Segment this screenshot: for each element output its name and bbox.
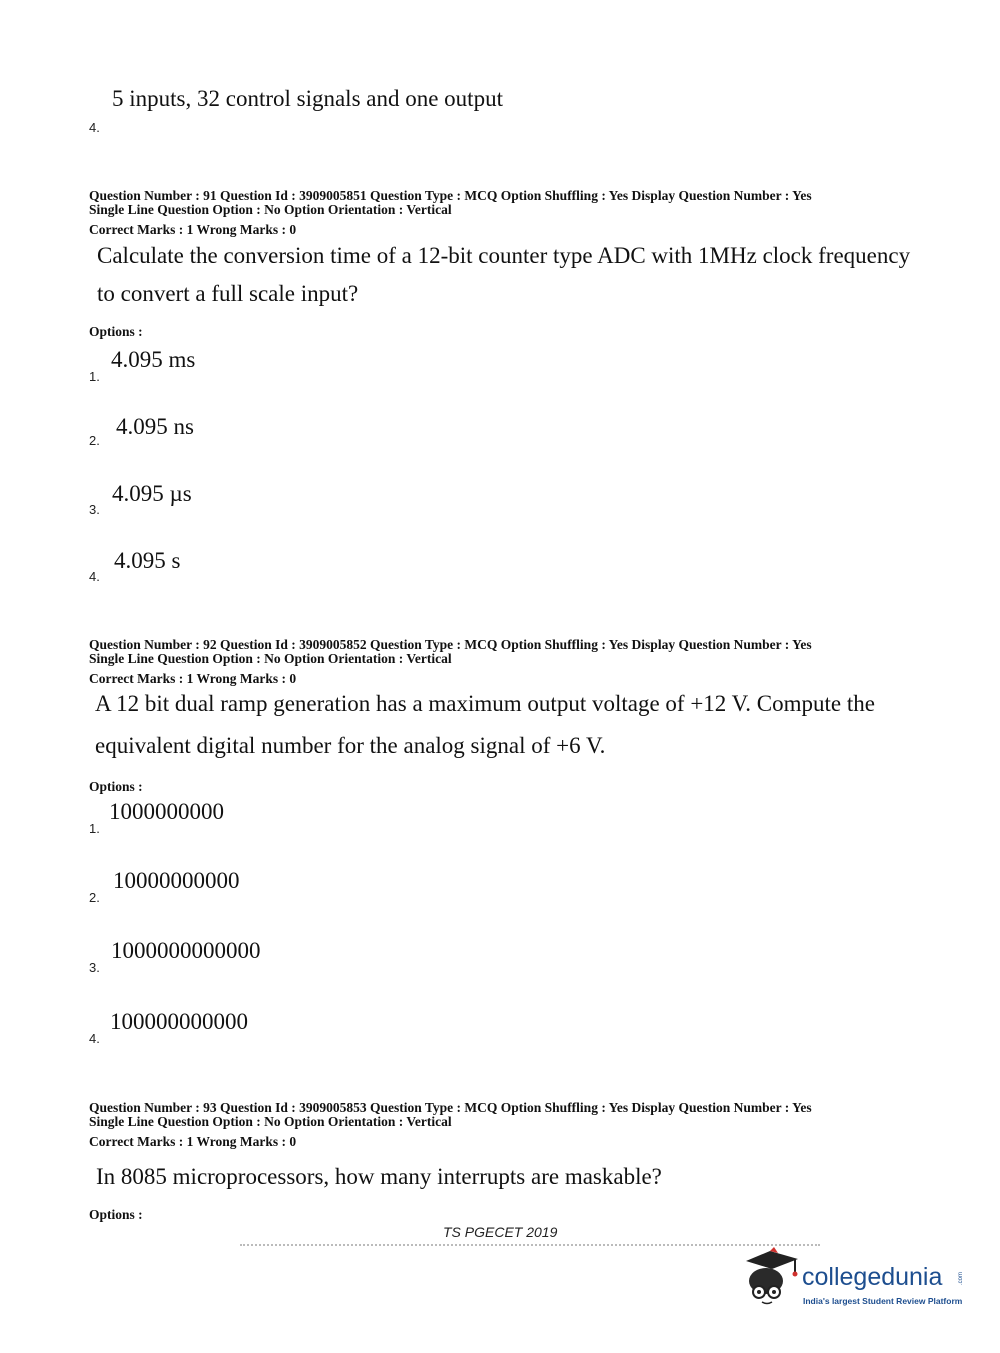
q93-text-line1: In 8085 microprocessors, how many interrupts are maskable? (96, 1164, 662, 1189)
q92-option-1-text: 1000000000 (109, 799, 224, 824)
q92-option-3-number: 3. (89, 960, 100, 975)
q93-meta-line1: Question Number : 93 Question Id : 3909005853 Question Type : MCQ Option Shuffling : Yes Display Question Number : Yes (89, 1100, 812, 1115)
footer-exam-name: TS PGECET 2019 (443, 1224, 558, 1240)
q91-option-1-number: 1. (89, 369, 100, 384)
q92-marks: Correct Marks : 1 Wrong Marks : 0 (89, 671, 297, 686)
q91-option-2-text: 4.095 ns (116, 414, 194, 439)
q92-option-1-number: 1. (89, 821, 100, 836)
q91-option-3-text: 4.095 µs (112, 481, 192, 506)
q91-option-4-number: 4. (89, 569, 100, 584)
q92-meta-line1: Question Number : 92 Question Id : 3909005852 Question Type : MCQ Option Shuffling : Yes Display Question Number : Yes (89, 637, 812, 652)
q91-option-4-text: 4.095 s (114, 548, 181, 573)
q93-options-label: Options : (89, 1207, 143, 1222)
q92-text-line1: A 12 bit dual ramp generation has a maximum output voltage of +12 V. Compute the (95, 691, 875, 716)
q91-meta-line1: Question Number : 91 Question Id : 3909005851 Question Type : MCQ Option Shuffling : Yes Display Question Number : Yes (89, 188, 812, 203)
q92-option-4-number: 4. (89, 1031, 100, 1046)
q92-options-label: Options : (89, 779, 143, 794)
collegedunia-tagline: India's largest Student Review Platform (803, 1296, 963, 1306)
footer-dotted-rule (240, 1244, 820, 1246)
q93-marks: Correct Marks : 1 Wrong Marks : 0 (89, 1134, 297, 1149)
prev-option-number: 4. (89, 120, 100, 135)
q92-meta-line2: Single Line Question Option : No Option Orientation : Vertical (89, 651, 452, 666)
collegedunia-suffix: .com (958, 1271, 964, 1285)
q92-text-line2: equivalent digital number for the analog signal of +6 V. (95, 733, 606, 758)
q91-option-3-number: 3. (89, 502, 100, 517)
q92-option-2-text: 10000000000 (113, 868, 240, 893)
collegedunia-mascot-icon (740, 1247, 804, 1307)
collegedunia-brand: collegedunia (802, 1263, 943, 1291)
q91-option-1-text: 4.095 ms (111, 347, 196, 372)
q91-meta-line2: Single Line Question Option : No Option Orientation : Vertical (89, 202, 452, 217)
q91-text-line2: to convert a full scale input? (97, 281, 359, 306)
q92-option-4-text: 100000000000 (110, 1009, 248, 1034)
q91-marks: Correct Marks : 1 Wrong Marks : 0 (89, 222, 297, 237)
q91-options-label: Options : (89, 324, 143, 339)
q92-option-3-text: 1000000000000 (111, 938, 261, 963)
q91-option-2-number: 2. (89, 433, 100, 448)
q92-option-2-number: 2. (89, 890, 100, 905)
prev-option-text: 5 inputs, 32 control signals and one output (112, 86, 503, 111)
q93-meta-line2: Single Line Question Option : No Option Orientation : Vertical (89, 1114, 452, 1129)
q91-text-line1: Calculate the conversion time of a 12-bit counter type ADC with 1MHz clock frequency (97, 243, 911, 268)
